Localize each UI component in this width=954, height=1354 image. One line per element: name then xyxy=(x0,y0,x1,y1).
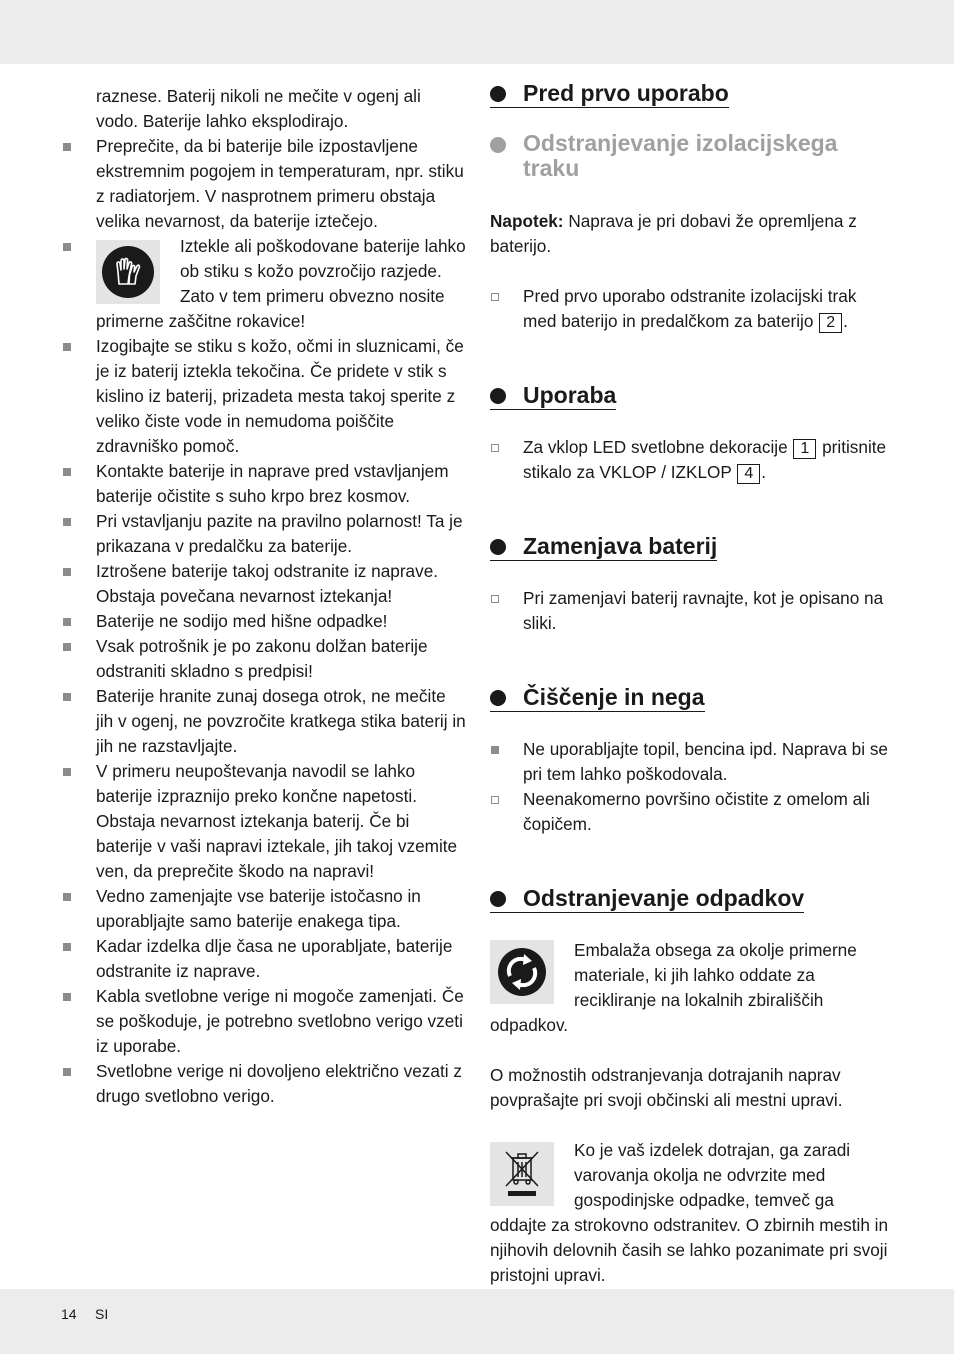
list-item: Za vklop LED svetlobne dekoracije 1 pritisnite stikalo za VKLOP / IZKLOP 4 . xyxy=(490,435,890,485)
list-item: Pred prvo uporabo odstranite izolacijski trak med baterijo in predalčkom za baterijo 2 . xyxy=(490,284,890,334)
heading-dot-icon xyxy=(490,690,506,706)
list-item: Svetlobne verige ni dovoljeno električno vezati z drugo svetlobno verigo. xyxy=(96,1059,466,1109)
open-square-bullet-icon xyxy=(491,444,499,452)
note-label: Napotek: xyxy=(490,211,564,231)
footer-band xyxy=(0,1289,954,1354)
list-item: Iztekle ali poškodovane baterije lahko ob stiku s kožo povzročijo razjede. Zato v tem primeru obvezno nosite primerne zaščitne rokavice! xyxy=(96,234,466,334)
part-ref-1: 1 xyxy=(793,439,816,459)
heading-battery: Zamenjava baterij xyxy=(490,533,717,561)
list-item: Kontakte baterije in naprave pred vstavljanjem baterije očistite s suho krpo brez kosmov. xyxy=(96,459,466,509)
list-item xyxy=(96,84,466,134)
list-item: V primeru neupoštevanja navodil se lahko baterije izpraznijo preko končne napetosti. Obstaja nevarnost iztekanja baterij. Če bi baterije v vaši napravi iztekale, jih takoj vzemite ven, da preprečite škodo na napravi! xyxy=(96,759,466,884)
square-bullet-icon xyxy=(63,893,71,901)
square-bullet-icon xyxy=(63,568,71,576)
square-bullet-icon xyxy=(63,993,71,1001)
heading-waste: Odstranjevanje odpadkov xyxy=(490,885,804,913)
open-square-bullet-icon xyxy=(491,595,499,603)
list-item: Kadar izdelka dlje časa ne uporabljate, baterije odstranite iz naprave. xyxy=(96,934,466,984)
square-bullet-icon xyxy=(63,618,71,626)
list-item: Pri zamenjavi baterij ravnajte, kot je opisano na sliki. xyxy=(490,586,890,636)
crossed-bin-icon xyxy=(490,1142,554,1206)
right-column xyxy=(490,80,890,1288)
heading-remove-strip: Odstranjevanje izolacijskega traku xyxy=(490,131,890,181)
square-bullet-icon xyxy=(63,468,71,476)
square-bullet-icon xyxy=(491,746,499,754)
waste-packaging: Embalaža obsega za okolje primerne materiale, ki jih lahko oddate za recikliranje na lokalnih zbirališčih odpadkov. xyxy=(490,940,857,1035)
square-bullet-icon xyxy=(63,343,71,351)
open-square-bullet-icon xyxy=(491,293,499,301)
recycle-icon xyxy=(490,940,554,1004)
heading-dot-icon xyxy=(490,86,506,102)
square-bullet-icon xyxy=(63,518,71,526)
note-paragraph: Napotek: Naprava je pri dobavi že opremljena z baterijo. xyxy=(490,211,857,256)
square-bullet-icon xyxy=(63,943,71,951)
list-item: Preprečite, da bi baterije bile izpostavljene ekstremnim pogojem in temperaturam, npr. stiku z radiatorjem. V nasprotnem primeru obstaja velika nevarnost, da baterije iztečejo. xyxy=(96,134,466,234)
list-item: Vsak potrošnik je po zakonu dolžan baterije odstraniti skladno s predpisi! xyxy=(96,634,466,684)
heading-dot-icon xyxy=(490,891,506,907)
heading-dot-icon xyxy=(490,388,506,404)
heading-use: Uporaba xyxy=(490,382,616,410)
heading-cleaning: Čiščenje in nega xyxy=(490,684,705,712)
list-item: Iztrošene baterije takoj odstranite iz naprave. Obstaja povečana nevarnost iztekanja! xyxy=(96,559,466,609)
square-bullet-icon xyxy=(63,643,71,651)
list-item: Baterije hranite zunaj dosega otrok, ne mečite jih v ogenj, ne povzročite kratkega stika baterij in jih ne razstavljajte. xyxy=(96,684,466,759)
heading-dot-icon xyxy=(490,539,506,555)
list-item: Izogibajte se stiku s kožo, očmi in sluznicami, če je iz baterij iztekla tekočina. Če pridete v stik s kislino iz baterij, prizadeta mesta takoj sperite z veliko čiste vode in nemudoma poiščite zdravniško pomoč. xyxy=(96,334,466,459)
intro-text: raznese. Baterij nikoli ne mečite v ogenj ali vodo. Baterije lahko eksplodirajo. xyxy=(96,86,421,131)
list-item: Kabla svetlobne verige ni mogoče zamenjati. Če se poškoduje, je potrebno svetlobno verigo vzeti iz uporabe. xyxy=(96,984,466,1059)
list-item: Pri vstavljanju pazite na pravilno polarnost! Ta je prikazana v predalčku za baterije. xyxy=(96,509,466,559)
square-bullet-icon xyxy=(63,243,71,251)
part-ref-4: 4 xyxy=(737,464,760,484)
list-item: Ne uporabljajte topil, bencina ipd. Naprava bi se pri tem lahko poškodovala. xyxy=(490,737,890,787)
list-item: Neenakomerno površino očistite z omelom ali čopičem. xyxy=(490,787,890,837)
list-item: Baterije ne sodijo med hišne odpadke! xyxy=(96,609,466,634)
square-bullet-icon xyxy=(63,1068,71,1076)
part-ref-2: 2 xyxy=(819,313,842,333)
heading-dot-icon xyxy=(490,137,506,153)
list-item: Vedno zamenjajte vse baterije istočasno in uporabljajte samo baterije enakega tipa. xyxy=(96,884,466,934)
open-square-bullet-icon xyxy=(491,796,499,804)
language-code: SI xyxy=(95,1306,109,1322)
page-number: 14 xyxy=(61,1306,77,1322)
left-column xyxy=(96,84,466,1109)
gloves-icon xyxy=(96,240,160,304)
header-band xyxy=(0,0,954,64)
square-bullet-icon xyxy=(63,143,71,151)
waste-device: Ko je vaš izdelek dotrajan, ga zaradi varovanja okolja ne odvrzite med gospodinjske odpadke, temveč ga oddajte za strokovno odstranitev. O zbirnih mestih in njihovih delovnih časih se lahko pozanimate pri svoji pristojni upravi. xyxy=(490,1140,889,1285)
heading-first-use: Pred prvo uporabo xyxy=(490,80,729,108)
waste-info: O možnostih odstranjevanja dotrajanih naprav povprašajte pri svoji občinski ali mestni upravi. xyxy=(490,1065,843,1110)
square-bullet-icon xyxy=(63,693,71,701)
square-bullet-icon xyxy=(63,768,71,776)
